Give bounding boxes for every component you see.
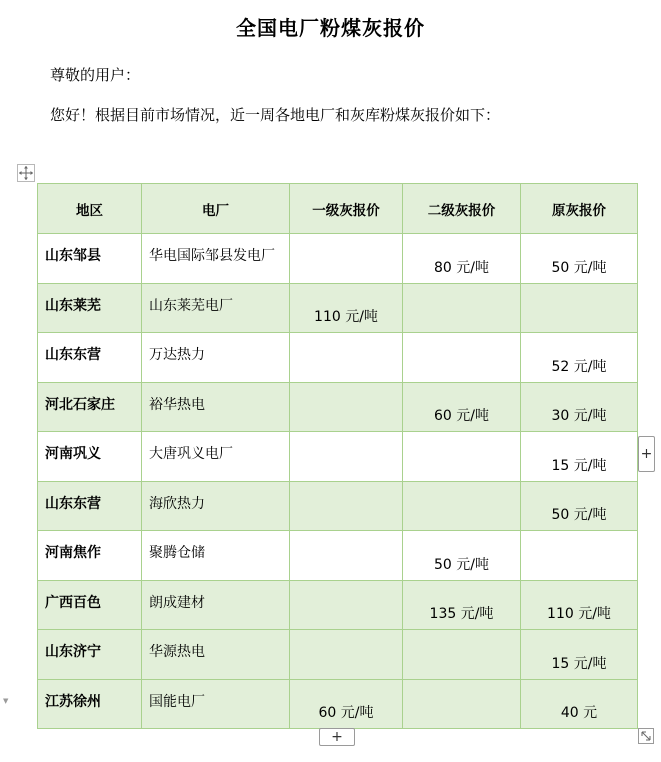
region-cell[interactable]: 山东济宁: [38, 630, 142, 680]
raw-price-cell[interactable]: 15 元/吨: [521, 630, 638, 680]
header-region: 地区: [38, 184, 142, 234]
add-column-button[interactable]: +: [638, 436, 655, 472]
region-cell[interactable]: 山东莱芜: [38, 283, 142, 333]
plant-cell[interactable]: 山东莱芜电厂: [142, 283, 290, 333]
header-grade1-price: 一级灰报价: [290, 184, 403, 234]
region-cell[interactable]: 河南巩义: [38, 432, 142, 482]
plant-cell[interactable]: 聚腾仓储: [142, 531, 290, 581]
table-row: [38, 481, 638, 531]
raw-price-cell[interactable]: 110 元/吨: [521, 580, 638, 630]
table-row: [38, 679, 638, 729]
region-cell[interactable]: 广西百色: [38, 580, 142, 630]
region-cell[interactable]: 山东东营: [38, 333, 142, 383]
region-cell[interactable]: 江苏徐州: [38, 679, 142, 729]
header-raw-price: 原灰报价: [521, 184, 638, 234]
margin-marker-icon: ▼: [3, 697, 9, 705]
move-arrows-icon: [18, 165, 34, 181]
grade1-price-cell[interactable]: [290, 234, 403, 284]
grade2-price-cell[interactable]: [403, 333, 521, 383]
grade1-price-cell[interactable]: 60 元/吨: [290, 679, 403, 729]
table-row: [38, 580, 638, 630]
grade1-price-cell[interactable]: [290, 382, 403, 432]
table-row: [38, 531, 638, 581]
plant-cell[interactable]: 朗成建材: [142, 580, 290, 630]
plant-cell[interactable]: 海欣热力: [142, 481, 290, 531]
grade2-price-cell[interactable]: 80 元/吨: [403, 234, 521, 284]
plant-cell[interactable]: 万达热力: [142, 333, 290, 383]
document-title: 全国电厂粉煤灰报价: [236, 16, 425, 40]
table-resize-handle[interactable]: [638, 728, 654, 744]
region-cell[interactable]: 河南焦作: [38, 531, 142, 581]
grade1-price-cell[interactable]: [290, 481, 403, 531]
grade2-price-cell[interactable]: 60 元/吨: [403, 382, 521, 432]
table-row: [38, 283, 638, 333]
region-cell[interactable]: 山东邹县: [38, 234, 142, 284]
intro-text: 您好！根据目前市场情况，近一周各地电厂和灰库粉煤灰报价如下：: [50, 106, 501, 124]
add-row-button[interactable]: +: [319, 728, 355, 746]
raw-price-cell[interactable]: [521, 531, 638, 581]
region-cell[interactable]: 山东东营: [38, 481, 142, 531]
raw-price-cell[interactable]: 52 元/吨: [521, 333, 638, 383]
header-plant: 电厂: [142, 184, 290, 234]
plant-cell[interactable]: 华电国际邹县发电厂: [142, 234, 290, 284]
table-move-handle[interactable]: [17, 164, 35, 182]
grade2-price-cell[interactable]: 135 元/吨: [403, 580, 521, 630]
resize-diagonal-icon: [639, 729, 653, 743]
plant-cell[interactable]: 华源热电: [142, 630, 290, 680]
grade1-price-cell[interactable]: [290, 630, 403, 680]
price-table: [37, 183, 638, 729]
grade1-price-cell[interactable]: 110 元/吨: [290, 283, 403, 333]
table-header-row: [38, 184, 638, 234]
grade1-price-cell[interactable]: [290, 531, 403, 581]
grade2-price-cell[interactable]: 50 元/吨: [403, 531, 521, 581]
grade2-price-cell[interactable]: [403, 283, 521, 333]
grade2-price-cell[interactable]: [403, 481, 521, 531]
grade1-price-cell[interactable]: [290, 432, 403, 482]
region-cell[interactable]: 河北石家庄: [38, 382, 142, 432]
raw-price-cell[interactable]: [521, 283, 638, 333]
raw-price-cell[interactable]: 50 元/吨: [521, 234, 638, 284]
header-grade2-price: 二级灰报价: [403, 184, 521, 234]
grade1-price-cell[interactable]: [290, 580, 403, 630]
table-row: [38, 432, 638, 482]
raw-price-cell[interactable]: 40 元: [521, 679, 638, 729]
table-row: [38, 630, 638, 680]
greeting-text: 尊敬的用户：: [50, 66, 141, 84]
plant-cell[interactable]: 大唐巩义电厂: [142, 432, 290, 482]
raw-price-cell[interactable]: 50 元/吨: [521, 481, 638, 531]
plant-cell[interactable]: 国能电厂: [142, 679, 290, 729]
table-body: [38, 234, 638, 729]
grade2-price-cell[interactable]: [403, 679, 521, 729]
grade2-price-cell[interactable]: [403, 630, 521, 680]
table-row: [38, 333, 638, 383]
grade2-price-cell[interactable]: [403, 432, 521, 482]
grade1-price-cell[interactable]: [290, 333, 403, 383]
plant-cell[interactable]: 裕华热电: [142, 382, 290, 432]
raw-price-cell[interactable]: 30 元/吨: [521, 382, 638, 432]
table-row: [38, 382, 638, 432]
table-row: [38, 234, 638, 284]
raw-price-cell[interactable]: 15 元/吨: [521, 432, 638, 482]
